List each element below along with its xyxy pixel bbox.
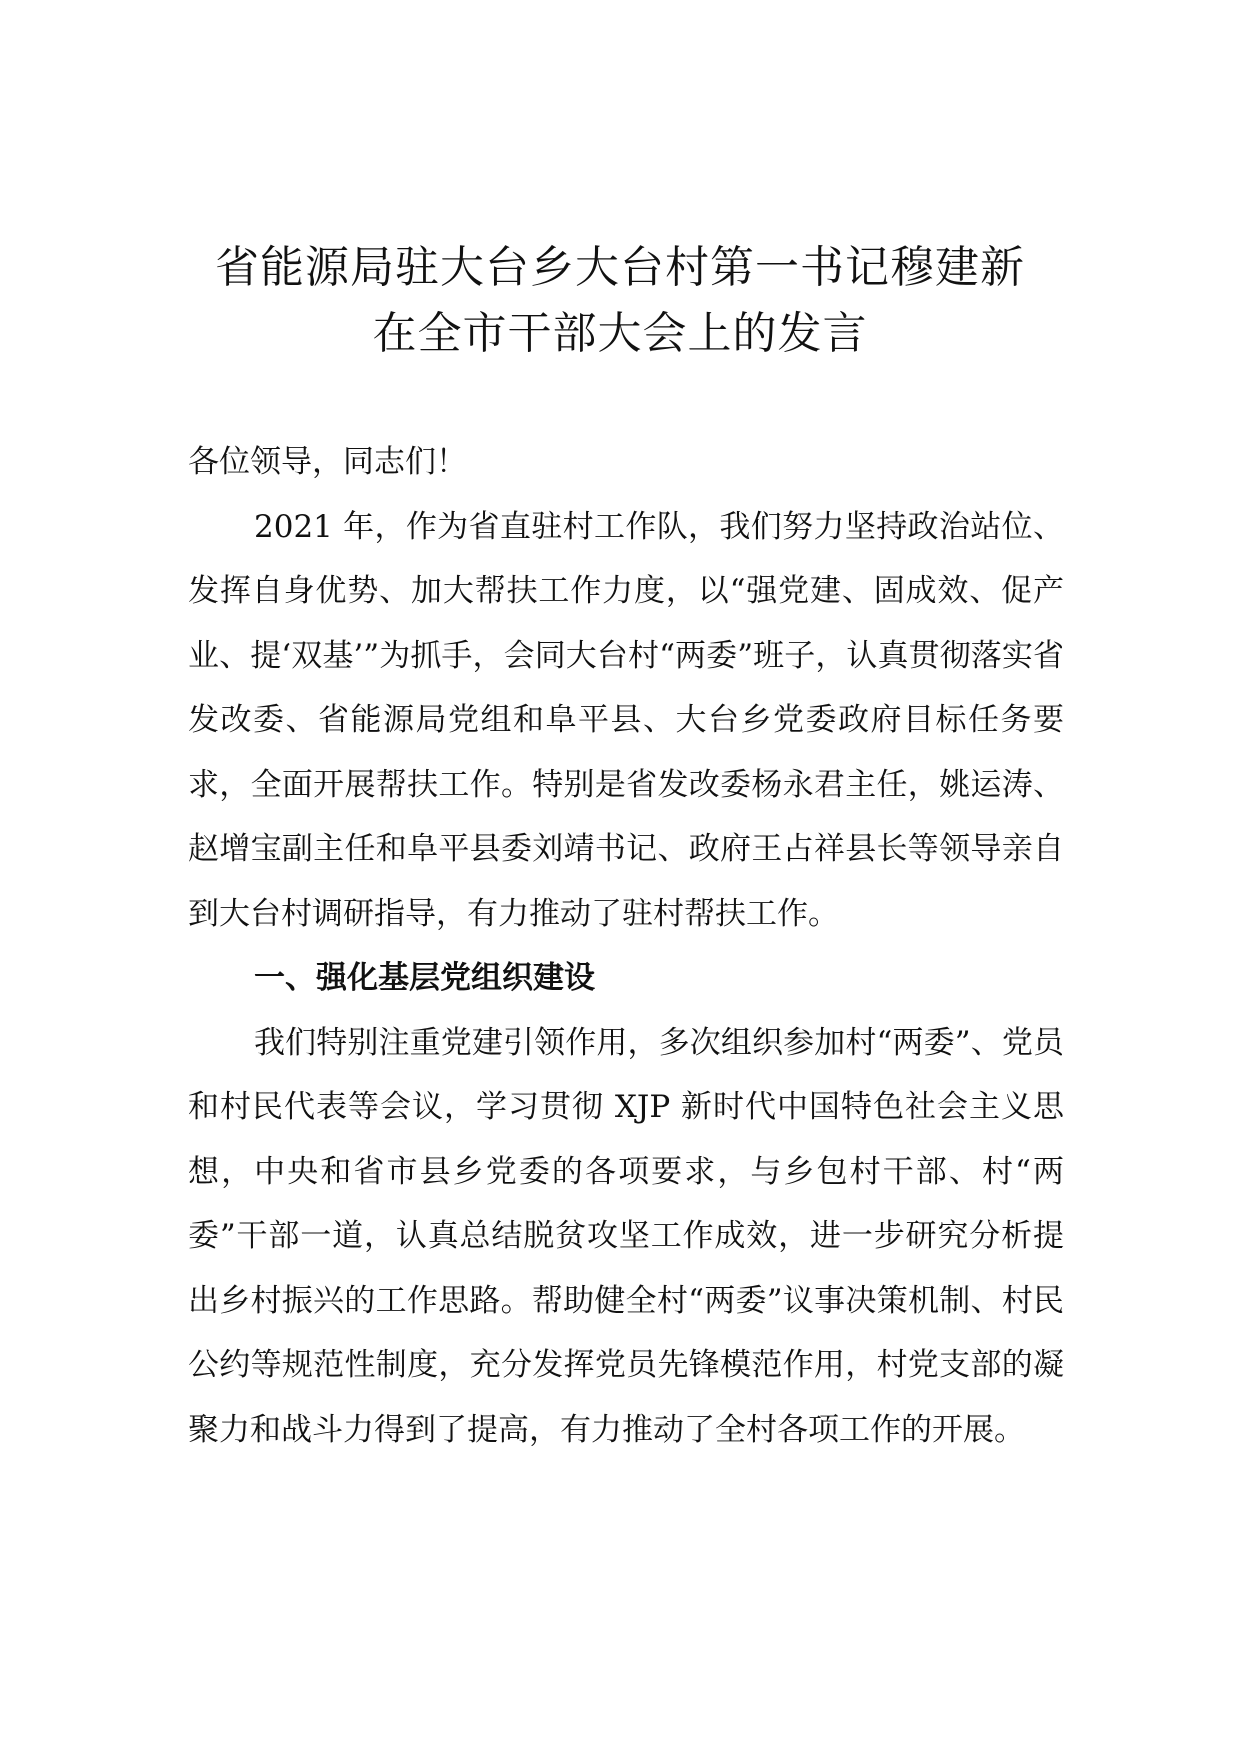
paragraph-party-building: 我们特别注重党建引领作用，多次组织参加村“两委”、党员和村民代表等会议，学习贯彻 XJP 新时代中国特色社会主义思想，中央和省市县乡党委的各项要求，与乡包村干部、村“两委”干部一道，认真总结脱贫攻坚工作成效，进一步研究分析提出乡村振兴的工作思路。帮助健全村“两委”议事决策机制、村民公约等规范性制度，充分发挥党员先锋模范作用，村党支部的凝聚力和战斗力得到了提高，有力推动了全村各项工作的开展。: [188, 1024, 1064, 1448]
document-title: [160, 235, 1080, 367]
title-line-1: 省能源局驻大台乡大台村第一书记穆建新: [215, 242, 1025, 293]
title-line-2: 在全市干部大会上的发言: [372, 308, 868, 359]
paragraph-intro: 2021 年，作为省直驻村工作队，我们努力坚持政治站位、发挥自身优势、加大帮扶工作力度，以“强党建、固成效、促产业、提‘双基’”为抓手，会同大台村“两委”班子，认真贯彻落实省发改委、省能源局党组和阜平县、大台乡党委政府目标任务要求，全面开展帮扶工作。特别是省发改委杨永君主任，姚运涛、赵增宝副主任和阜平县委刘靖书记、政府王占祥县长等领导亲自到大台村调研指导，有力推动了驻村帮扶工作。: [188, 508, 1064, 932]
document-body: [188, 430, 1064, 1462]
section-heading: 一、强化基层党组织建设: [254, 960, 595, 996]
salutation: 各位领导，同志们！: [188, 444, 467, 480]
